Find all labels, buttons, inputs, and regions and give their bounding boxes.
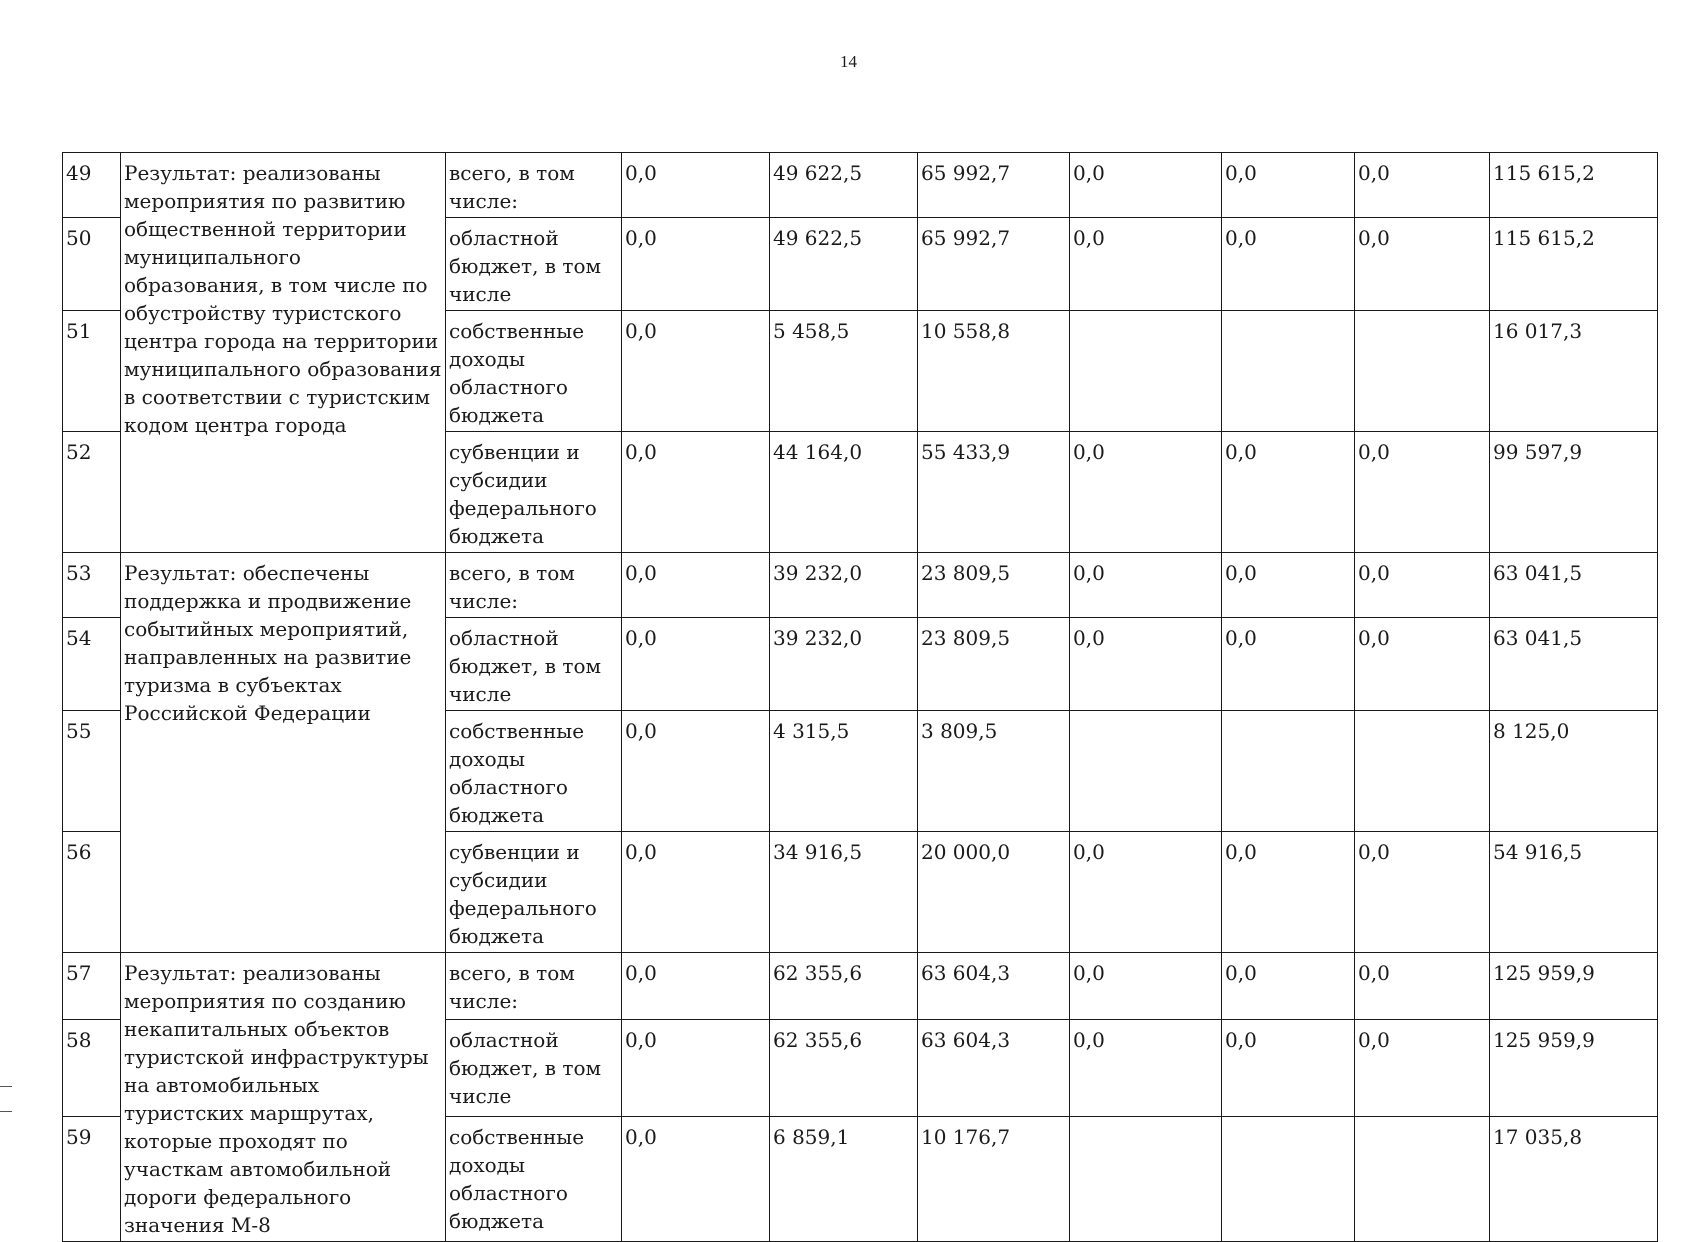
value-cell: [1070, 1116, 1222, 1241]
value-cell: 0,0: [622, 953, 770, 1020]
value-cell: 0,0: [622, 1020, 770, 1116]
table-row: [63, 953, 1658, 1020]
value-cell: 10 176,7: [918, 1116, 1070, 1241]
value-cell: 49 622,5: [770, 153, 918, 218]
funding-source: всего, в том числе:: [446, 553, 622, 618]
value-cell: 55 433,9: [918, 432, 1070, 553]
value-cell: 0,0: [1070, 618, 1222, 711]
value-cell: 0,0: [1355, 153, 1490, 218]
value-cell: 0,0: [1222, 953, 1355, 1020]
value-cell: 65 992,7: [918, 218, 1070, 311]
value-cell: 0,0: [1222, 218, 1355, 311]
value-cell: 0,0: [1070, 953, 1222, 1020]
table-row: [63, 153, 1658, 218]
funding-source: областной бюджет, в том числе: [446, 218, 622, 311]
value-cell: 23 809,5: [918, 553, 1070, 618]
value-cell: 3 809,5: [918, 711, 1070, 832]
value-cell: 0,0: [1070, 153, 1222, 218]
value-cell: 0,0: [1355, 1020, 1490, 1116]
margin-mark: [0, 1086, 12, 1087]
value-cell: 0,0: [1222, 1020, 1355, 1116]
value-cell: 23 809,5: [918, 618, 1070, 711]
value-cell: 62 355,6: [770, 1020, 918, 1116]
value-cell: 0,0: [622, 153, 770, 218]
value-cell: 6 859,1: [770, 1116, 918, 1241]
total-cell: 63 041,5: [1490, 618, 1658, 711]
total-cell: 125 959,9: [1490, 953, 1658, 1020]
value-cell: 34 916,5: [770, 832, 918, 953]
value-cell: 0,0: [1222, 618, 1355, 711]
row-number: 52: [63, 432, 121, 553]
value-cell: 0,0: [622, 832, 770, 953]
value-cell: 0,0: [622, 218, 770, 311]
funding-source: областной бюджет, в том числе: [446, 1020, 622, 1116]
value-cell: 0,0: [1355, 218, 1490, 311]
funding-source: областной бюджет, в том числе: [446, 618, 622, 711]
value-cell: 20 000,0: [918, 832, 1070, 953]
value-cell: 0,0: [622, 1116, 770, 1241]
budget-table: [62, 152, 1658, 1242]
value-cell: 0,0: [1222, 553, 1355, 618]
funding-source: собственные доходы областного бюджета: [446, 1116, 622, 1241]
total-cell: 99 597,9: [1490, 432, 1658, 553]
value-cell: 4 315,5: [770, 711, 918, 832]
table-row: [63, 553, 1658, 618]
row-number: 54: [63, 618, 121, 711]
row-number: 51: [63, 311, 121, 432]
value-cell: [1355, 311, 1490, 432]
total-cell: 115 615,2: [1490, 153, 1658, 218]
value-cell: 49 622,5: [770, 218, 918, 311]
value-cell: [1355, 711, 1490, 832]
margin-mark: [0, 1111, 12, 1112]
value-cell: 0,0: [1222, 832, 1355, 953]
total-cell: 8 125,0: [1490, 711, 1658, 832]
value-cell: 0,0: [622, 711, 770, 832]
row-number: 56: [63, 832, 121, 953]
funding-source: собственные доходы областного бюджета: [446, 711, 622, 832]
value-cell: 63 604,3: [918, 953, 1070, 1020]
row-number: 59: [63, 1116, 121, 1241]
total-cell: 115 615,2: [1490, 218, 1658, 311]
row-number: 58: [63, 1020, 121, 1116]
value-cell: 5 458,5: [770, 311, 918, 432]
value-cell: 0,0: [1355, 832, 1490, 953]
result-description: Результат: обеспечены поддержка и продвижение событийных мероприятий, направленных на развитие туризма в субъектах Российской Федерации: [121, 553, 446, 953]
value-cell: 0,0: [622, 618, 770, 711]
value-cell: [1222, 311, 1355, 432]
row-number: 53: [63, 553, 121, 618]
value-cell: 0,0: [1070, 432, 1222, 553]
funding-source: субвенции и субсидии федерального бюджета: [446, 432, 622, 553]
value-cell: 10 558,8: [918, 311, 1070, 432]
row-number: 57: [63, 953, 121, 1020]
value-cell: 63 604,3: [918, 1020, 1070, 1116]
row-number: 50: [63, 218, 121, 311]
value-cell: 0,0: [1070, 1020, 1222, 1116]
funding-source: собственные доходы областного бюджета: [446, 311, 622, 432]
value-cell: 0,0: [1355, 553, 1490, 618]
value-cell: 0,0: [1070, 218, 1222, 311]
value-cell: [1355, 1116, 1490, 1241]
result-description: Результат: реализованы мероприятия по созданию некапитальных объектов туристской инфраструктуры на автомобильных туристских маршрутах, которые проходят по участкам автомобильной дороги федерального значения М-8: [121, 953, 446, 1242]
value-cell: 65 992,7: [918, 153, 1070, 218]
page-number: 14: [840, 52, 857, 71]
total-cell: 125 959,9: [1490, 1020, 1658, 1116]
value-cell: 0,0: [622, 432, 770, 553]
value-cell: 44 164,0: [770, 432, 918, 553]
value-cell: 0,0: [1070, 832, 1222, 953]
funding-source: субвенции и субсидии федерального бюджета: [446, 832, 622, 953]
total-cell: 63 041,5: [1490, 553, 1658, 618]
total-cell: 16 017,3: [1490, 311, 1658, 432]
value-cell: 0,0: [1222, 153, 1355, 218]
value-cell: 39 232,0: [770, 553, 918, 618]
funding-source: всего, в том числе:: [446, 153, 622, 218]
value-cell: [1222, 711, 1355, 832]
value-cell: [1222, 1116, 1355, 1241]
value-cell: 0,0: [1070, 553, 1222, 618]
value-cell: 0,0: [622, 553, 770, 618]
row-number: 55: [63, 711, 121, 832]
value-cell: 0,0: [622, 311, 770, 432]
value-cell: 0,0: [1355, 432, 1490, 553]
total-cell: 17 035,8: [1490, 1116, 1658, 1241]
funding-source: всего, в том числе:: [446, 953, 622, 1020]
result-description: Результат: реализованы мероприятия по развитию общественной территории муниципального образования, в том числе по обустройству туристского центра города на территории муниципального образования в соответствии с туристским кодом центра города: [121, 153, 446, 553]
value-cell: 0,0: [1355, 953, 1490, 1020]
value-cell: [1070, 711, 1222, 832]
value-cell: [1070, 311, 1222, 432]
value-cell: 62 355,6: [770, 953, 918, 1020]
value-cell: 0,0: [1355, 618, 1490, 711]
row-number: 49: [63, 153, 121, 218]
value-cell: 0,0: [1222, 432, 1355, 553]
total-cell: 54 916,5: [1490, 832, 1658, 953]
value-cell: 39 232,0: [770, 618, 918, 711]
